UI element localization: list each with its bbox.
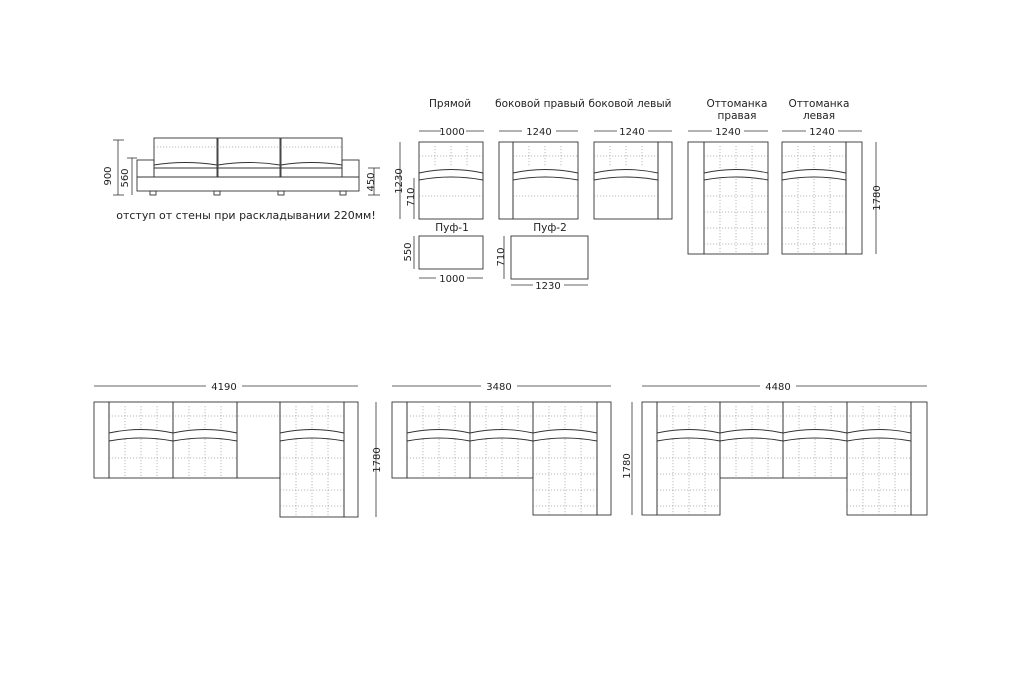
dim-straight-width: 1000 [439, 127, 465, 138]
label-ottoman-left-2: левая [802, 110, 836, 122]
dim-pouf2-depth: 710 [496, 247, 507, 267]
label-pouf-1: Пуф-1 [435, 222, 469, 234]
configuration-3480 [392, 386, 611, 515]
dim-config3-length: 1780 [622, 453, 633, 479]
label-ottoman-left-1: Оттоманка [788, 98, 850, 110]
dim-total-4190: 4190 [211, 382, 237, 393]
dim-pouf1-depth: 550 [403, 242, 414, 262]
dim-config1-length: 1780 [372, 447, 383, 473]
dim-height-450: 450 [366, 172, 377, 192]
front-view [113, 138, 380, 195]
pouf-1 [419, 236, 483, 269]
dim-depth-1230: 1230 [394, 168, 405, 194]
module-ottoman-right [688, 142, 768, 254]
label-straight: Прямой [428, 98, 472, 110]
module-ottoman-left [782, 142, 862, 254]
dim-ottoman-length: 1780 [872, 185, 883, 211]
dim-side-right-width: 1240 [526, 127, 552, 138]
dim-ottoman-left-width: 1240 [809, 127, 835, 138]
pouf-2 [511, 236, 588, 279]
label-side-left: боковой левый [588, 98, 672, 110]
label-ottoman-right-2: правая [717, 110, 757, 122]
configuration-4480 [632, 386, 927, 515]
dim-total-4480: 4480 [765, 382, 791, 393]
module-straight [419, 142, 483, 219]
label-side-right: боковой правый [495, 98, 585, 110]
dim-height-900: 900 [103, 166, 114, 186]
module-side-left [594, 142, 672, 219]
dim-pouf1-width: 1000 [439, 274, 465, 285]
configuration-4190 [94, 386, 376, 517]
wall-gap-note: отступ от стены при раскладывании 220мм! [116, 209, 376, 222]
label-ottoman-right-1: Оттоманка [706, 98, 768, 110]
dim-pouf2-width: 1230 [535, 281, 561, 292]
dim-total-3480: 3480 [486, 382, 512, 393]
dim-height-560: 560 [120, 168, 131, 188]
dim-ottoman-right-width: 1240 [715, 127, 741, 138]
dim-seat-710: 710 [406, 187, 417, 207]
module-side-right [499, 142, 578, 219]
dim-side-left-width: 1240 [619, 127, 645, 138]
label-pouf-2: Пуф-2 [533, 222, 567, 234]
